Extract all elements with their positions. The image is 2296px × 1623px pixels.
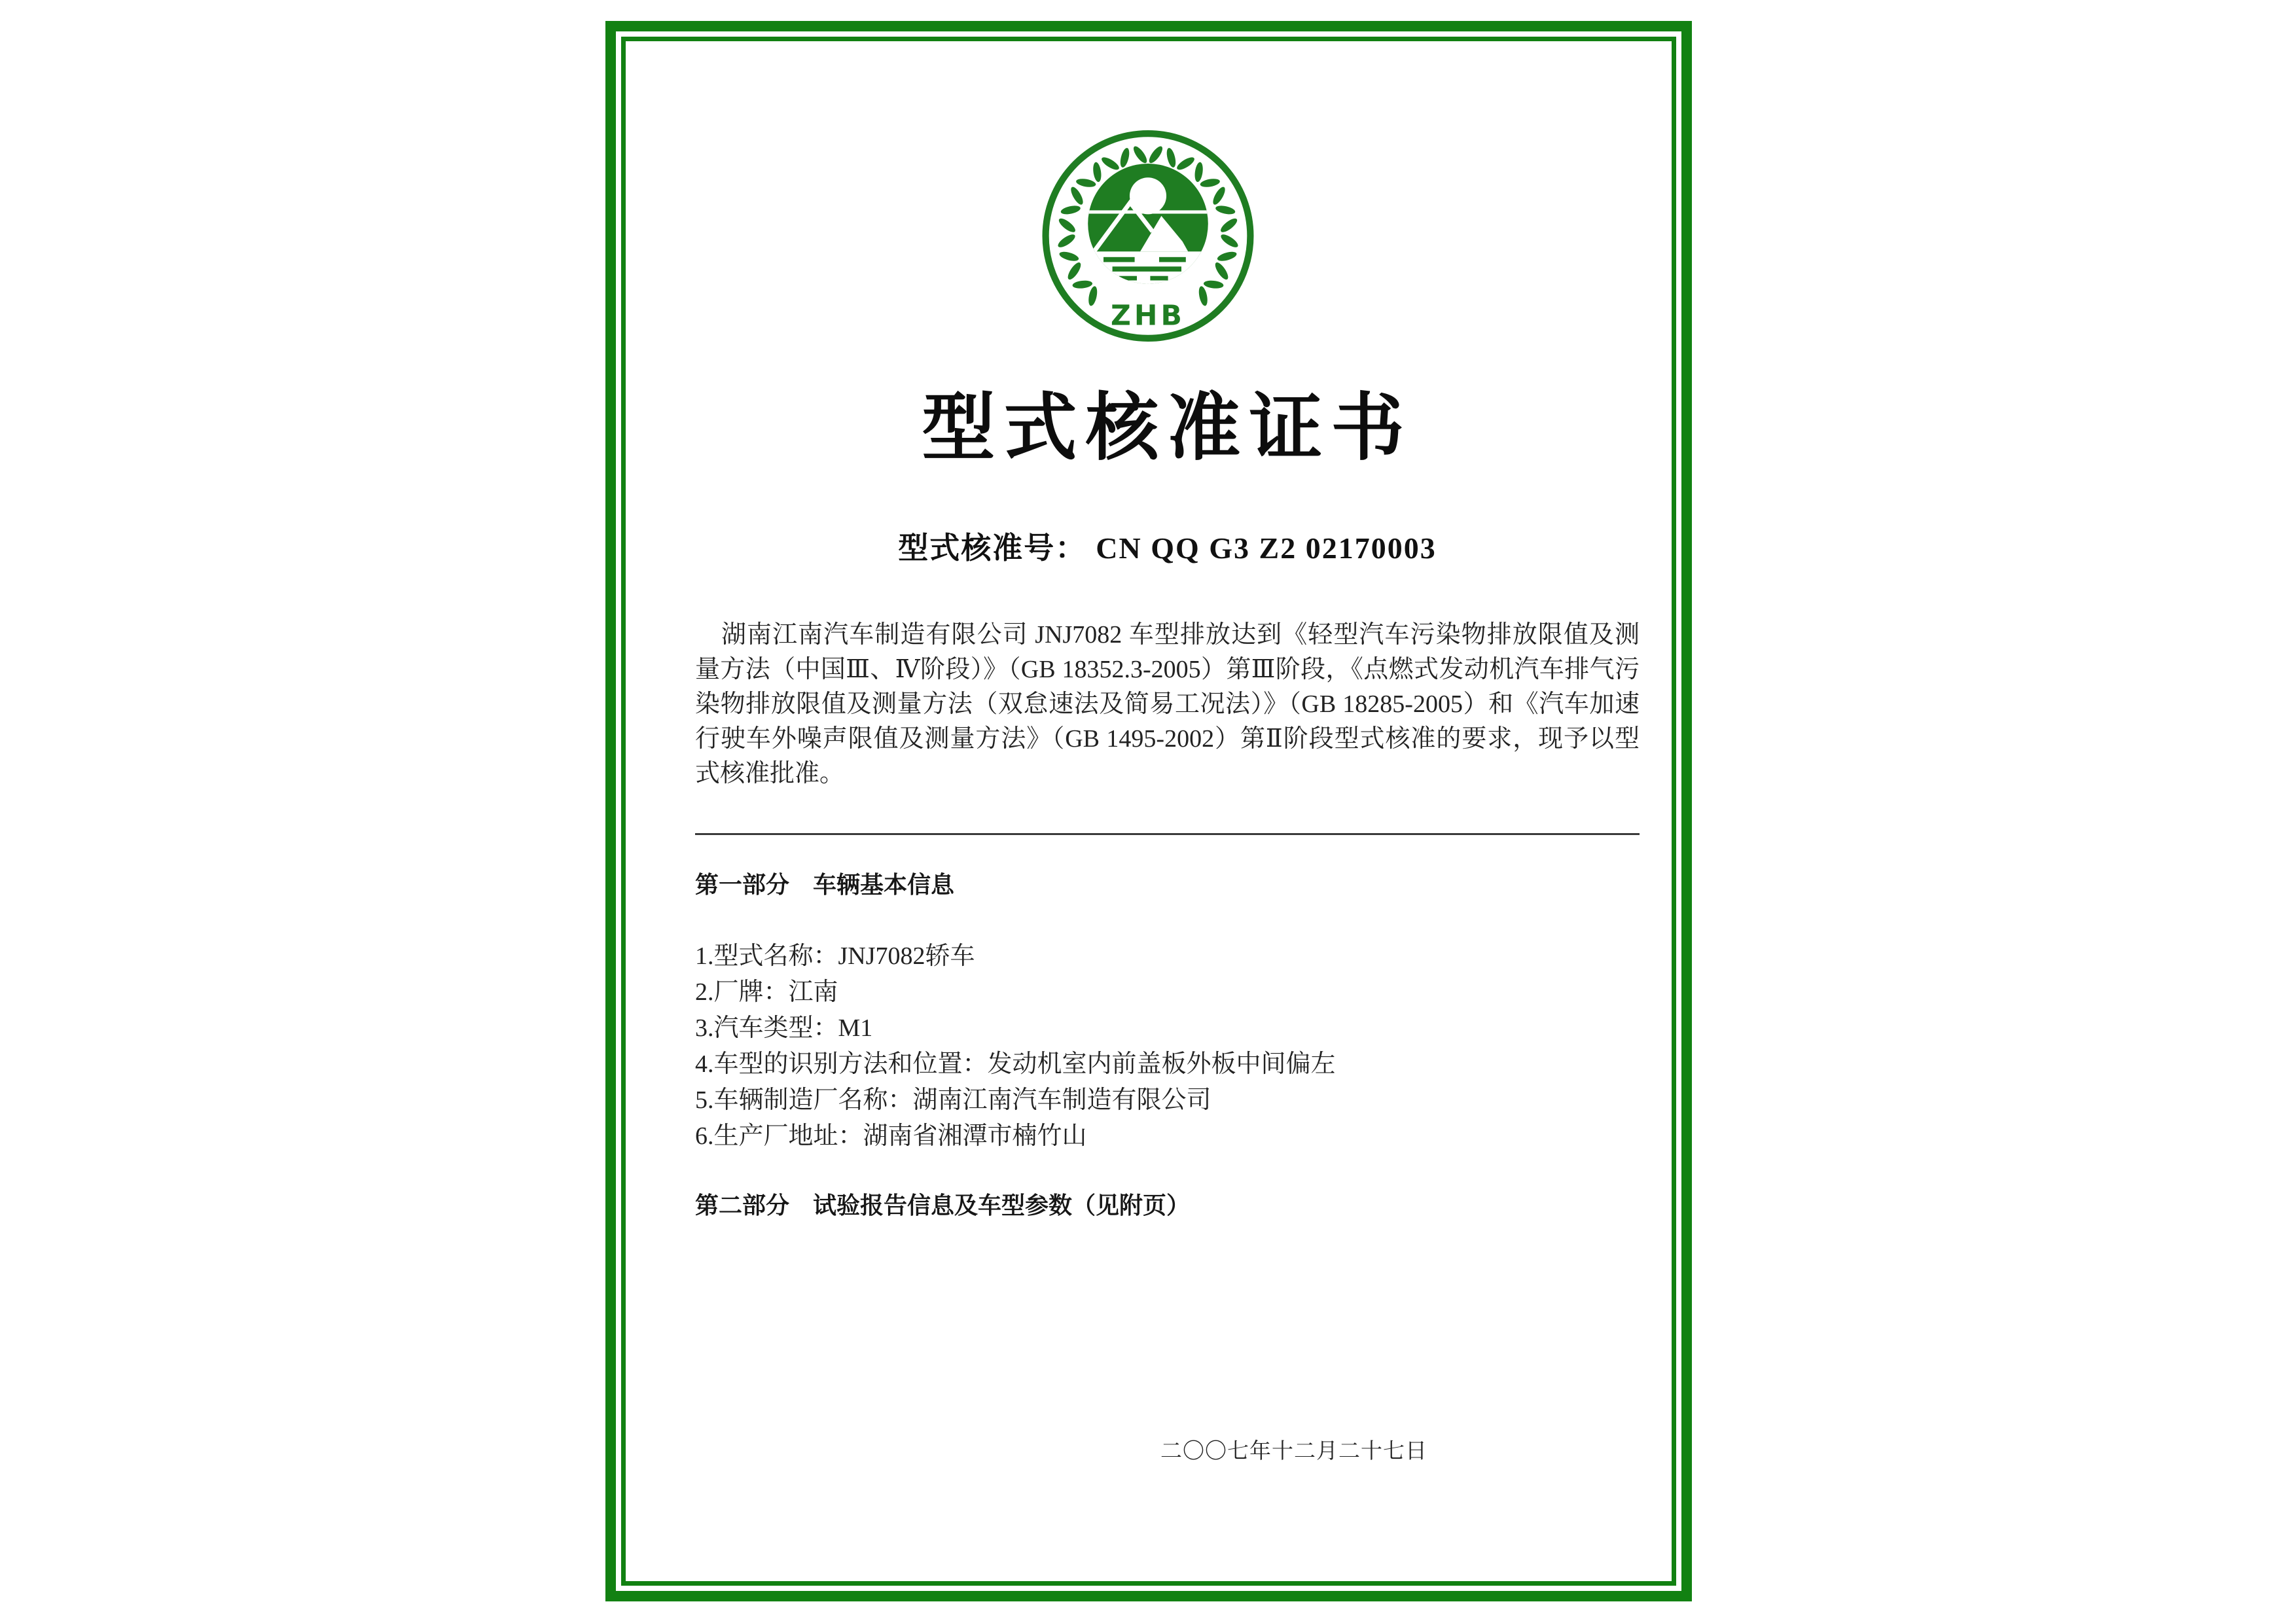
- vehicle-info-item-id-location: 4.车型的识别方法和位置：发动机室内前盖板外板中间偏左: [695, 1050, 1336, 1078]
- vehicle-info-item-type-name: 1.型式名称：JNJ7082轿车: [695, 942, 975, 970]
- zhb-emblem-text: ZHB: [1110, 300, 1185, 332]
- certificate-content: [626, 41, 1672, 1581]
- vehicle-info-item-category: 3.汽车类型：M1: [695, 1014, 873, 1042]
- approval-number-label: 型式核准号：: [898, 531, 1087, 565]
- section2-heading: 第二部分 试验报告信息及车型参数（见附页）: [695, 1192, 1191, 1219]
- zhb-environmental-emblem: [675, 123, 1620, 349]
- vehicle-info-item-plant-address: 6.生产厂地址：湖南省湘潭市楠竹山: [695, 1122, 1087, 1150]
- certificate-page: [605, 21, 1692, 1601]
- approval-number-line: [695, 530, 1640, 567]
- issue-date: 二〇〇七年十二月二十七日: [1160, 1440, 1427, 1463]
- vehicle-info-item-brand: 2.厂牌：江南: [695, 978, 838, 1006]
- zhb-emblem-icon: [1037, 123, 1259, 349]
- certificate-title: 型式核准证书: [922, 388, 1413, 469]
- certificate-inner-border: [621, 37, 1676, 1586]
- section-divider: [695, 833, 1640, 835]
- approval-statement: 湖南江南汽车制造有限公司 JNJ7082 车型排放达到《轻型汽车污染物排放限值及测量方法（中国Ⅲ、Ⅳ阶段）》（GB 18352.3-2005）第Ⅲ阶段，《点燃式发动机汽车排气污染物排放限值及测量方法（双怠速法及简易工况法）》（GB 18285-2005）和《汽车加速行驶车外噪声限值及测量方法》（GB 1495-2002）第Ⅱ阶段型式核准的要求，现予以型式核准批准。: [695, 621, 1640, 787]
- vehicle-info-item-manufacturer: 5.车辆制造厂名称：湖南江南汽车制造有限公司: [695, 1086, 1211, 1114]
- approval-number-value: CN QQ G3 Z2 02170003: [1096, 531, 1437, 565]
- section1-heading: 第一部分 车辆基本信息: [695, 872, 955, 898]
- vehicle-info-list: [695, 938, 1640, 1154]
